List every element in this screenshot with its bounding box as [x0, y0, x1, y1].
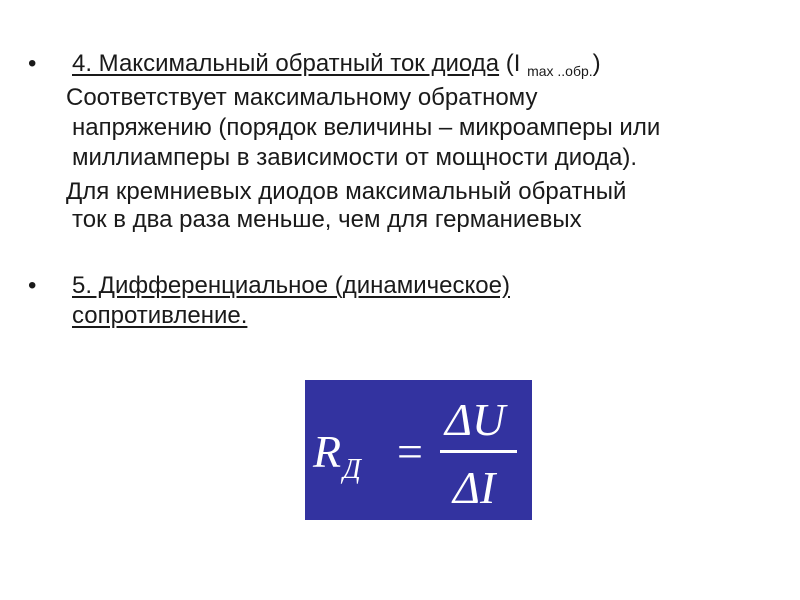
item-4-para2-line2: ток в два раза меньше, чем для германиевых	[72, 206, 582, 233]
item-5-heading-line2: сопротивление.	[72, 302, 248, 329]
item-4-subscript: max ..обр.	[527, 63, 593, 79]
formula-lhs-subscript: Д	[343, 454, 361, 485]
item-4-para1-line3: миллиамперы в зависимости от мощности диода).	[72, 144, 638, 171]
bullet-item-4: •	[28, 50, 37, 77]
formula-equals: =	[397, 426, 423, 477]
formula-numerator: ΔU	[445, 394, 506, 445]
fraction-bar	[440, 450, 517, 453]
formula-box	[305, 380, 532, 520]
item-4-para1-line1: Соответствует максимальному обратному	[66, 84, 538, 111]
item-4-heading: 4. Максимальный обратный ток диода	[72, 50, 500, 77]
item-5-heading-line1: 5. Дифференциальное (динамическое)	[72, 272, 510, 299]
item-4-para2-line1: Для кремниевых диодов максимальный обратный	[66, 178, 627, 205]
item-4-paren-open: (I	[499, 50, 528, 77]
formula-svg	[305, 380, 532, 520]
bullet-item-5: •	[28, 272, 37, 299]
formula-lhs: R	[313, 426, 342, 477]
formula-denominator: ΔI	[453, 462, 496, 513]
item-4-para1-line2: напряжению (порядок величины – микроамперы или	[72, 114, 661, 141]
item-4-heading-line	[72, 50, 601, 80]
item-4-paren-close: )	[592, 50, 601, 77]
